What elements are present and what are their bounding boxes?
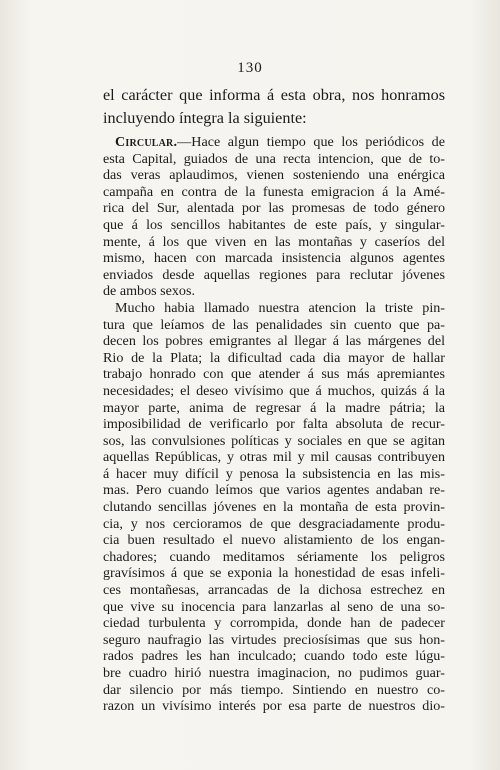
paragraph-line: seguro naufragio las virtudes preciosísimas que sus hon-	[103, 631, 445, 648]
page-number: 130	[237, 60, 263, 76]
paragraph-line: enviados desde aquellas regiones para reclutar jóvenes	[103, 266, 445, 283]
circular-text	[103, 134, 445, 715]
paragraph-line: esta Capital, guiados de una recta intencion, que de to-	[103, 150, 445, 167]
paragraph-line: gravísimos á que se exponia la honestidad de esas infeli-	[103, 565, 445, 582]
paragraph-line: decen los pobres emigrantes al llegar á las márgenes del	[103, 333, 445, 350]
paragraph-line: mas. Pero cuando leímos que varios agentes andaban re-	[103, 482, 445, 499]
paragraph-line: —Hace algun tiempo que los periódicos de	[177, 134, 445, 150]
paragraph-line: das veras aplaudimos, vienen sosteniendo una enérgica	[103, 167, 445, 184]
paragraph-line: imposibilidad de verificarlo por falta absoluta de recur-	[103, 416, 445, 433]
paragraph-line: dar silencio por más tiempo. Sintiendo en nuestro co-	[103, 681, 445, 698]
paragraph-line: Rio de la Plata; la dificultad cada dia mayor de hallar	[103, 349, 445, 366]
paragraph-line: bre cuadro hirió nuestra imaginacion, no pudimos guar-	[103, 665, 445, 681]
paragraph-line: ciedad turbulenta y corrompida, donde han de padecer	[103, 615, 445, 632]
circular-label: Circular.	[115, 134, 178, 150]
paragraph-line: ces montañesas, arrancadas de la dichosa estrechez en	[103, 582, 445, 599]
intro-line: el carácter que informa á esta obra, nos honramos	[103, 86, 445, 104]
paragraph-line: sos, las convulsiones políticas y sociales en que se agitan	[103, 432, 445, 449]
paragraph-line: razon un vivísimo interés por esa parte de nuestros dio-	[103, 698, 445, 715]
paragraph-line: clutando sencillas jóvenes en la montaña de esta provin-	[103, 499, 445, 516]
paragraph-line: aquellas Repúblicas, y otras mil y mil causas contribuyen	[103, 449, 445, 466]
paragraph-line: Mucho habia llamado nuestra atencion la triste pin-	[115, 299, 445, 316]
paragraph-line: que vive su inocencia para lanzarlas al seno de una so-	[103, 598, 445, 615]
paragraph-line: tura que leíamos de las penalidades sin cuento que pa-	[103, 316, 445, 333]
paragraph-line: á hacer muy difícil y penosa la subsistencia en las mis-	[103, 465, 445, 482]
paragraph-line: chadores; cuando meditamos sériamente los peligros	[103, 548, 445, 565]
paragraph-line: necesidades; el deseo vivísimo que á muchos, quizás á la	[103, 382, 445, 399]
paragraph-line: rados padres les han inculcado; cuando todo este lúgu-	[103, 648, 445, 665]
paragraph-line: rica del Sur, alentada por las promesas de todo género	[103, 200, 445, 217]
intro-text	[103, 84, 445, 130]
paragraph-line: trabajo honrado con que atender á sus más apremiantes	[103, 366, 445, 383]
paragraph-line: cia, y nos cercioramos de que desgraciadamente produ-	[103, 515, 445, 532]
paragraph-line: mayor parte, anima de regresar á la madre pátria; la	[103, 399, 445, 416]
paragraph-line: que á los sencillos habitantes de este país, y singular-	[103, 216, 445, 233]
paragraph-line: mente, á los que viven en las montañas y caseríos del	[103, 233, 445, 250]
paragraph-line: mismo, hacen con marcada insistencia algunos agentes	[103, 250, 445, 267]
intro-line: incluyendo íntegra la siguiente:	[103, 109, 307, 127]
paragraph-line: campaña en contra de la funesta emigracion á la Amé-	[103, 183, 445, 200]
paragraph-line: de ambos sexos.	[103, 283, 195, 300]
paragraph-1-first-line	[103, 134, 445, 151]
paragraph-line: cia buen resultado el nuevo alistamiento de los engan-	[103, 532, 445, 549]
